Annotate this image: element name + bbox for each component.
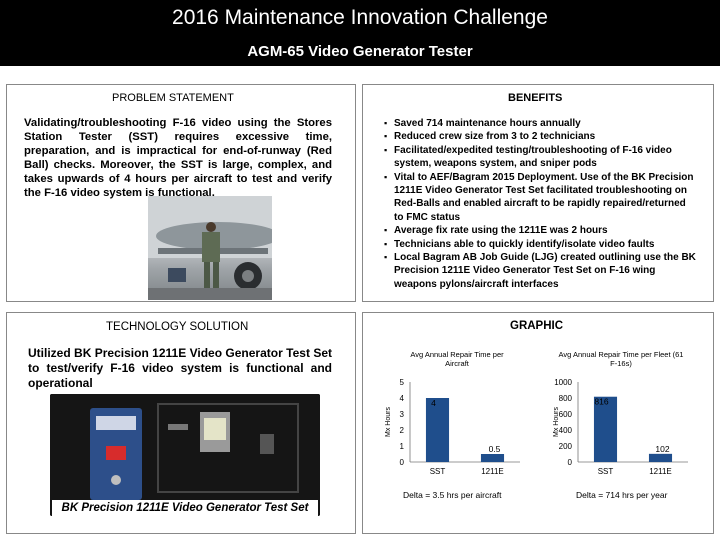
page-subtitle: AGM-65 Video Generator Tester [247, 43, 473, 60]
chart2-y-axis-label: Mx Hours [553, 407, 560, 437]
chart2-title: Avg Annual Repair Time per Fleet (61 F-16s) [558, 350, 684, 368]
chart2-x-tick-label: SST [597, 467, 614, 476]
chart2-value-label: 816 [594, 396, 609, 407]
chart2-note: Delta = 714 hrs per year [576, 490, 668, 500]
chart2-x-tick-label: 1211E [649, 467, 672, 476]
test-set-illustration [50, 394, 320, 516]
title-bar [0, 0, 720, 66]
benefit-item: ▪ Local Bagram AB Job Guide (LJG) created outlining use the BK Precision 1211E Video Generator Test Set on F-16 wing weapons pylons/aircraft interfaces [384, 251, 696, 291]
benefit-item: ▪ Reduced crew size from 3 to 2 technicians [384, 130, 696, 143]
chart2-y-tick-label: 0 [567, 458, 572, 467]
benefit-item: ▪ Saved 714 maintenance hours annually [384, 117, 696, 130]
benefit-item: ▪ Average fix rate using the 1211E was 2 hours [384, 224, 696, 237]
benefit-item: ▪ Facilitated/expedited testing/troubleshooting of F-16 video system, weapons system, and sniper pods [384, 144, 696, 171]
chart1-x-tick-label: SST [429, 467, 446, 476]
aircraft-photo-illustration [148, 196, 272, 300]
chart2-y-tick-label: 200 [558, 442, 572, 451]
chart1-y-tick-label: 3 [399, 410, 404, 419]
chart1-bar-sst [426, 398, 449, 462]
chart2-y-tick-label: 600 [558, 410, 572, 419]
benefits-list [384, 117, 696, 291]
chart2-bar-1211e [649, 454, 672, 462]
benefit-item: ▪ Technicians able to quickly identify/isolate video faults [384, 238, 696, 251]
chart1-y-axis-label: Mx Hours [385, 407, 392, 437]
chart1-y-tick-label: 0 [399, 458, 404, 467]
benefits-heading: BENEFITS [508, 92, 563, 104]
chart1-y-tick-label: 5 [399, 378, 404, 387]
problem-heading: PROBLEM STATEMENT [112, 92, 234, 104]
chart1-bar-1211e [481, 454, 504, 462]
chart2-value-label: 102 [655, 443, 670, 454]
chart1-value-label: 4 [431, 398, 436, 408]
chart2-y-tick-label: 1000 [554, 378, 572, 387]
problem-text: Validating/troubleshooting F-16 video using the Stores Station Tester (SST) requires excessive time, preparation, and is impractical for end-of-runway (Red Ball) checks. Moreover, the SST is large, complex, and takes upwards of 4 hours per aircraft to test and verify the F-16 video system is functional. [24, 117, 332, 199]
chart-per-aircraft [380, 370, 530, 480]
technology-text: Utilized BK Precision 1211E Video Generator Test Set to test/verify F-16 video system is functional and operational [28, 346, 332, 390]
chart1-x-tick-label: 1211E [481, 467, 504, 476]
graphic-heading: GRAPHIC [510, 320, 564, 332]
chart1-y-tick-label: 4 [399, 394, 404, 403]
chart1-title: Avg Annual Repair Time per Aircraft [410, 350, 504, 368]
chart1-y-tick-label: 1 [399, 442, 404, 451]
chart1-value-label: 0.5 [488, 444, 501, 454]
chart2-y-tick-label: 800 [558, 394, 572, 403]
chart-per-fleet [548, 370, 698, 480]
chart1-note: Delta = 3.5 hrs per aircraft [403, 490, 502, 500]
test-set-caption: BK Precision 1211E Video Generator Test Set [52, 500, 318, 516]
aircraft-maintenance-photo [148, 196, 272, 300]
technology-heading: TECHNOLOGY SOLUTION [106, 321, 249, 333]
page-title: 2016 Maintenance Innovation Challenge [172, 6, 548, 29]
test-set-photo [50, 394, 320, 516]
benefit-item: ▪ Vital to AEF/Bagram 2015 Deployment. Use of the BK Precision 1211E Video Generator Test Set facilitated troubleshooting on Red-Balls and enabled aircraft to be rapidly repaired/returned to FMC status [384, 171, 696, 225]
chart1-y-tick-label: 2 [399, 426, 404, 435]
chart2-y-tick-label: 400 [558, 426, 572, 435]
